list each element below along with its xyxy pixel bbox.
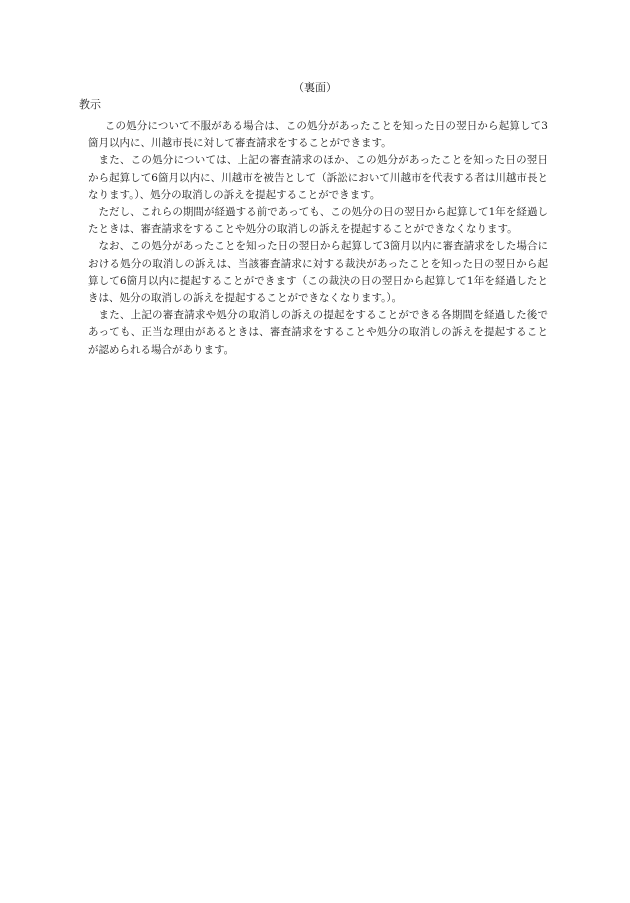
instruction-body [88, 118, 548, 359]
page-heading: （裏面） [293, 81, 337, 94]
paragraph-time-limit: ただし、これらの期間が経過する前であっても、この処分の日の翌日から起算して1年を経過したときは、審査請求をすることや処分の取消しの訴えを提起することができなくなります。 [88, 206, 548, 236]
paragraph-appeal-request: この処分について不服がある場合は、この処分があったことを知った日の翌日から起算して3箇月以内に、川越市長に対して審査請求をすることができます。 [88, 120, 548, 150]
paragraph-lawsuit: また、この処分については、上記の審査請求のほか、この処分があったことを知った日の翌日から起算して6箇月以内に、川越市を被告として（訴訟において川越市を代表する者は川越市長となります。）、処分の取消しの訴えを提起することができます。 [88, 154, 548, 201]
paragraph-after-review: なお、この処分があったことを知った日の翌日から起算して3箇月以内に審査請求をした場合における処分の取消しの訴えは、当該審査請求に対する裁決があったことを知った日の翌日から起算して6箇月以内に提起することができます（この裁決の日の翌日から起算して1年を経過したときは、処分の取消しの訴えを提起することができなくなります。）。 [88, 240, 548, 305]
section-label: 教示 [79, 98, 101, 111]
paragraph-justifiable-reason: また、上記の審査請求や処分の取消しの訴えの提起をすることができる各期間を経過した後であっても、正当な理由があるときは、審査請求をすることや処分の取消しの訴えを提起することが認められる場合があります。 [88, 309, 548, 356]
